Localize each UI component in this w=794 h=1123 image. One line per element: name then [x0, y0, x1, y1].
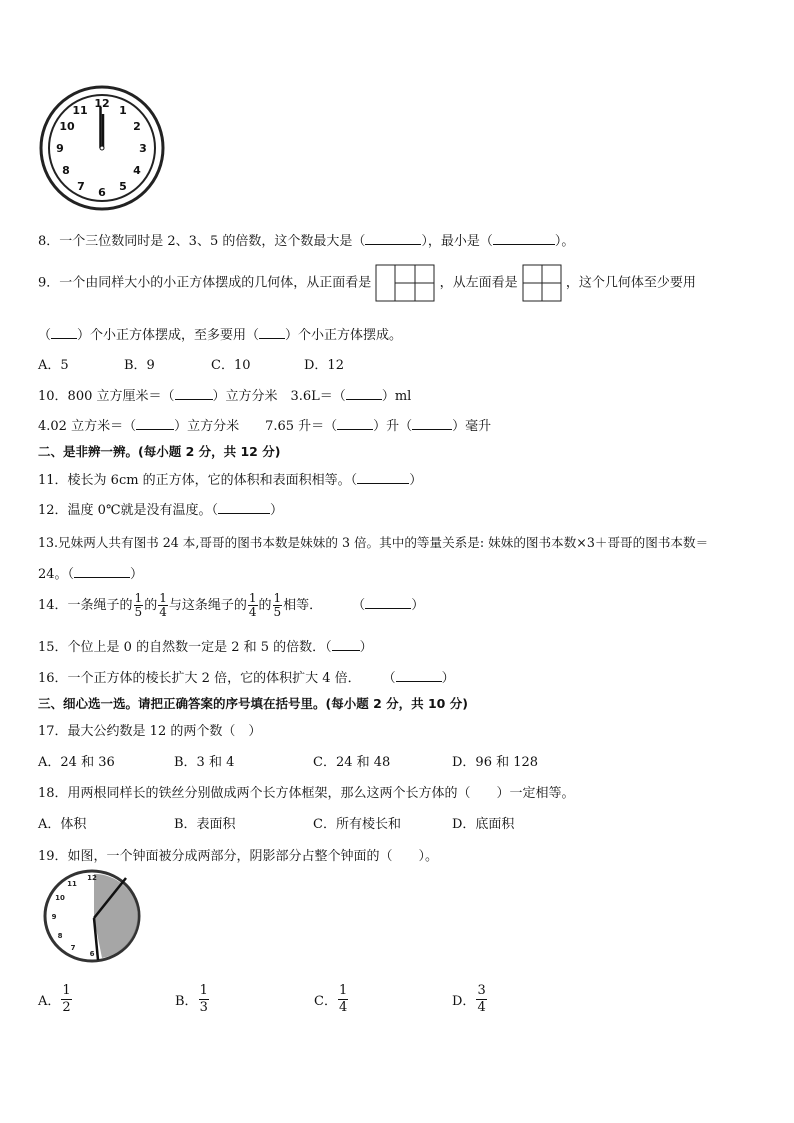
option-d[interactable]: D．96 和 128 — [452, 755, 539, 770]
svg-text:3: 3 — [139, 142, 147, 155]
section-3-heading: 三、细心选一选。请把正确答案的序号填在括号里。(每小题 2 分，共 10 分) — [38, 696, 468, 711]
question-9 — [38, 264, 696, 302]
answer-blank[interactable] — [493, 233, 555, 245]
q10-text: ）升（ — [373, 419, 413, 434]
answer-blank[interactable] — [346, 388, 382, 400]
fraction — [158, 592, 168, 619]
clock-top-image — [38, 84, 166, 212]
fraction-numerator: 1 — [199, 983, 208, 998]
q10-text: ）毫升 — [452, 419, 492, 434]
svg-text:9: 9 — [56, 142, 64, 155]
q11-text: 11．棱长为 6cm 的正方体，它的体积和表面积相等。（ — [38, 473, 358, 488]
fraction — [248, 592, 258, 619]
option-a[interactable]: A．体积 — [38, 817, 87, 832]
q8-text: 8．一个三位数同时是 2、3、5 的倍数，这个数最大是（ — [38, 234, 366, 249]
fraction-denominator: 3 — [199, 1000, 208, 1015]
answer-blank[interactable] — [365, 233, 421, 245]
option-label: B． — [175, 994, 198, 1009]
q16-text: 16．一个正方体的棱长扩大 2 倍，它的体积扩大 4 倍． — [38, 671, 361, 686]
fraction-denominator: 5 — [273, 605, 282, 619]
question-8 — [38, 230, 574, 249]
option-d[interactable]: D．12 — [304, 358, 344, 373]
question-12 — [38, 499, 283, 518]
svg-text:1: 1 — [119, 104, 127, 117]
question-17: 17．最大公约数是 12 的两个数（ ） — [38, 724, 262, 739]
svg-text:12: 12 — [94, 97, 110, 110]
q11-text: ） — [409, 473, 423, 488]
question-15 — [38, 636, 373, 655]
q9-text: ，这个几何体至少要用 — [565, 275, 696, 291]
answer-blank[interactable] — [357, 472, 409, 484]
option-c[interactable]: C．所有棱长和 — [313, 817, 401, 832]
fraction-denominator: 2 — [62, 1000, 71, 1015]
option-b[interactable] — [175, 983, 210, 1016]
answer-blank[interactable] — [259, 327, 285, 339]
svg-text:6: 6 — [89, 950, 95, 958]
answer-blank[interactable] — [365, 597, 411, 609]
q9-text: 9．一个由同样大小的小正方体摆成的几何体，从正面看是 — [38, 275, 372, 291]
fraction-denominator: 4 — [248, 605, 257, 619]
svg-text:6: 6 — [98, 186, 106, 199]
q10-text: ）立方分米 7.65 升＝（ — [174, 419, 338, 434]
fraction-numerator: 1 — [273, 591, 282, 605]
question-13-line2 — [38, 563, 143, 582]
svg-text:5: 5 — [119, 180, 127, 193]
q13-text: ） — [130, 567, 144, 582]
svg-text:9: 9 — [51, 913, 57, 921]
fraction-numerator: 1 — [134, 591, 143, 605]
q14-text: 的 — [258, 598, 272, 613]
option-label: A． — [38, 994, 61, 1009]
question-14 — [38, 592, 424, 619]
answer-blank[interactable] — [136, 418, 174, 430]
fraction — [338, 983, 348, 1016]
svg-text:10: 10 — [59, 120, 75, 133]
option-b[interactable]: B．表面积 — [174, 817, 236, 832]
option-label: D． — [452, 994, 476, 1009]
fraction-numerator: 1 — [248, 591, 257, 605]
svg-text:11: 11 — [72, 104, 88, 117]
option-c[interactable]: C．10 — [211, 358, 251, 373]
answer-blank[interactable] — [218, 502, 270, 514]
q8-text: ）。 — [554, 234, 575, 249]
q10-text: ）立方分米 3.6L＝（ — [212, 389, 346, 404]
q10-text: ）ml — [381, 389, 412, 404]
answer-blank[interactable] — [332, 639, 360, 651]
q14-text: 14．一条绳子的 — [38, 598, 133, 613]
q14-text: 与这条绳子的 — [168, 598, 247, 613]
question-18: 18．用两根同样长的铁丝分别做成两个长方体框架，那么这两个长方体的（ ）一定相等。 — [38, 786, 575, 801]
option-d[interactable]: D．底面积 — [452, 817, 515, 832]
question-16 — [38, 667, 455, 686]
option-a[interactable] — [38, 983, 73, 1016]
svg-text:8: 8 — [57, 932, 63, 940]
q10-text: 10．800 立方厘米＝（ — [38, 389, 175, 404]
option-b[interactable]: B．9 — [124, 358, 155, 373]
fraction — [61, 983, 71, 1016]
q8-text: ），最小是（ — [421, 234, 493, 249]
q9-text: （ — [38, 328, 52, 343]
option-c[interactable]: C．24 和 48 — [313, 755, 391, 770]
left-view-figure — [522, 264, 562, 302]
q16-text: （ — [382, 671, 396, 686]
fraction-denominator: 4 — [477, 1000, 486, 1015]
q10-text: 4.02 立方米＝（ — [38, 419, 137, 434]
svg-text:8: 8 — [62, 164, 70, 177]
q14-text: ） — [411, 598, 425, 613]
option-label: C． — [314, 994, 337, 1009]
answer-blank[interactable] — [51, 327, 77, 339]
fraction-denominator: 4 — [159, 605, 167, 619]
q12-text: 12．温度 0℃就是没有温度。（ — [38, 503, 218, 518]
q9-text: ，从左面看是 — [439, 275, 518, 291]
option-b[interactable]: B．3 和 4 — [174, 755, 235, 770]
fraction-numerator: 1 — [159, 591, 167, 605]
answer-blank[interactable] — [396, 670, 442, 682]
option-a[interactable]: A．5 — [38, 358, 69, 373]
question-13 — [38, 532, 708, 551]
q9-text: ）个小正方体摆成，至多要用（ — [77, 328, 260, 343]
q13-text: 24。（ — [38, 567, 75, 582]
q14-text: （ — [352, 598, 366, 613]
q12-text: ） — [270, 503, 284, 518]
question-10 — [38, 385, 411, 404]
clock-shaded-image — [42, 868, 142, 964]
answer-blank[interactable] — [74, 566, 130, 578]
q15-text: 15．个位上是 0 的自然数一定是 2 和 5 的倍数．（ — [38, 640, 332, 655]
svg-text:12: 12 — [87, 874, 97, 882]
q15-text: ） — [359, 640, 373, 655]
question-19: 19．如图，一个钟面被分成两部分，阴影部分占整个钟面的（ ）。 — [38, 849, 439, 864]
fraction — [134, 592, 144, 619]
answer-blank[interactable] — [175, 388, 213, 400]
question-11 — [38, 469, 422, 488]
q16-text: ） — [441, 671, 455, 686]
option-d[interactable] — [452, 983, 488, 1016]
fraction-denominator: 5 — [134, 605, 143, 619]
fraction — [476, 983, 486, 1016]
svg-text:10: 10 — [55, 894, 65, 902]
answer-blank[interactable] — [412, 418, 452, 430]
question-10-line2 — [38, 415, 491, 434]
fraction — [199, 983, 209, 1016]
svg-text:7: 7 — [70, 944, 76, 952]
fraction — [273, 592, 283, 619]
fraction-denominator: 4 — [338, 1000, 348, 1015]
svg-text:4: 4 — [133, 164, 141, 177]
q14-text: 相等． — [283, 598, 323, 613]
q14-text: 的 — [144, 598, 158, 613]
option-c[interactable] — [314, 983, 349, 1016]
q13-text: 13.兄妹两人共有图书 24 本,哥哥的图书本数是妹妹的 3 倍。其中的等量关系是: 妹妹的图书本数×3＋哥哥的图书本数＝ — [38, 535, 709, 550]
fraction-numerator: 1 — [338, 983, 348, 998]
front-view-figure — [375, 264, 435, 302]
fraction-numerator: 1 — [62, 983, 71, 998]
option-a[interactable]: A．24 和 36 — [38, 755, 115, 770]
svg-text:2: 2 — [133, 120, 141, 133]
q9-text: ）个小正方体摆成。 — [285, 328, 403, 343]
question-9-line2 — [38, 324, 402, 343]
svg-text:7: 7 — [77, 180, 85, 193]
answer-blank[interactable] — [337, 418, 373, 430]
fraction-numerator: 3 — [477, 983, 486, 998]
section-2-heading: 二、是非辨一辨。(每小题 2 分，共 12 分) — [38, 444, 281, 459]
svg-text:11: 11 — [67, 880, 77, 888]
